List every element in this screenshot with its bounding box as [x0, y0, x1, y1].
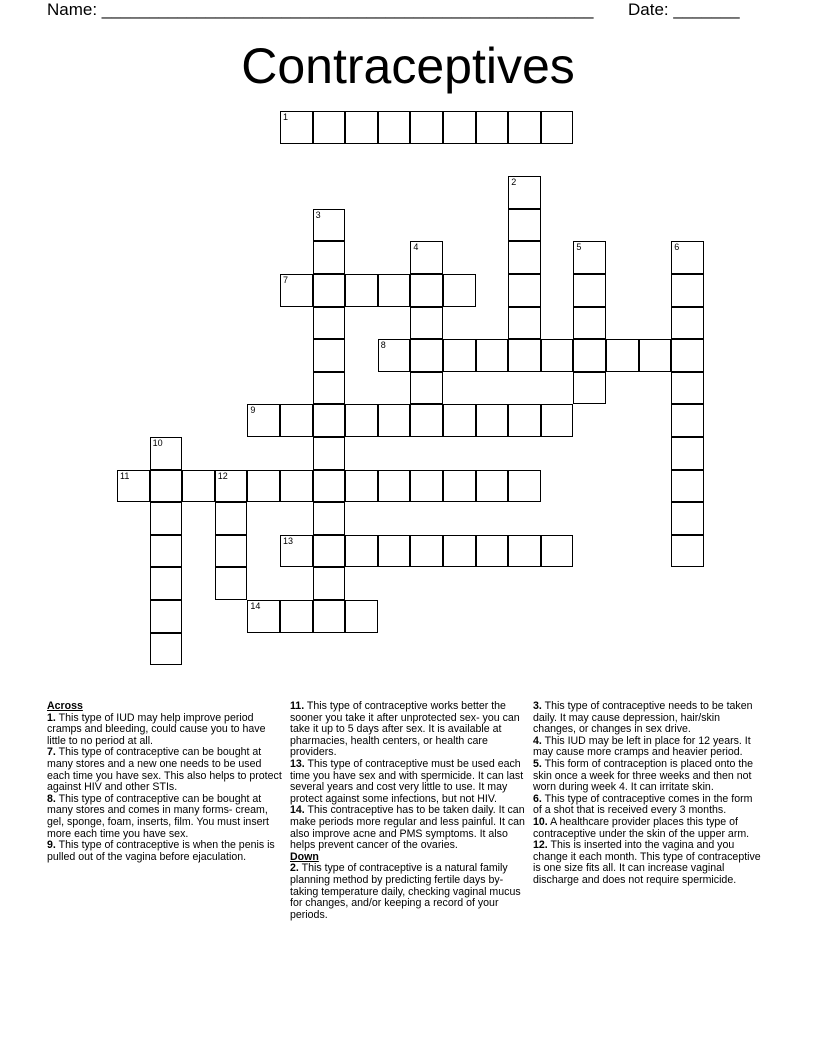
grid-cell[interactable]	[150, 567, 183, 600]
grid-cell[interactable]	[410, 470, 443, 503]
clue-number: 10	[152, 438, 163, 448]
clue-column-1	[47, 701, 285, 863]
clue-number: 8	[380, 340, 386, 351]
down-heading: Down	[290, 850, 319, 863]
across-clue-8: 8. This type of contraceptive can be bought at many stores and comes in many forms- cream, gel, sponge, foam, inserts, film. You must insert more each time you have sex.	[47, 792, 269, 840]
across-clue-9: 9. This type of contraceptive is when the penis is pulled out of the vagina before ejaculation.	[47, 839, 275, 863]
grid-cell[interactable]	[671, 535, 704, 568]
grid-cell[interactable]	[215, 470, 248, 503]
grid-cell[interactable]	[345, 600, 378, 633]
grid-cell[interactable]	[443, 404, 476, 437]
grid-cell[interactable]	[345, 274, 378, 307]
grid-cell[interactable]	[508, 209, 541, 242]
grid-cell[interactable]	[410, 274, 443, 307]
grid-cell[interactable]	[573, 339, 606, 372]
down-clue-3: 3. This type of contraceptive needs to be taken daily. It may cause depression, hair/skin changes, or changes in sex drive.	[533, 700, 753, 736]
grid-cell[interactable]	[541, 535, 574, 568]
grid-cell[interactable]	[443, 470, 476, 503]
grid-cell[interactable]	[573, 372, 606, 405]
grid-cell[interactable]	[410, 241, 443, 274]
grid-cell[interactable]	[313, 535, 346, 568]
grid-cell[interactable]	[508, 111, 541, 144]
grid-cell[interactable]	[541, 339, 574, 372]
clue-number: 11	[120, 470, 130, 481]
across-clue-13: 13. This type of contraceptive must be used each time you have sex and with spermicide. It can last several years and cost very little to use. It may protect against some infections, but not HIV.	[290, 757, 524, 805]
name-field: Name: ____________________________________________________	[47, 0, 594, 19]
grid-cell[interactable]	[476, 470, 509, 503]
grid-cell[interactable]	[378, 274, 411, 307]
grid-cell[interactable]	[671, 502, 704, 535]
grid-cell[interactable]	[313, 600, 346, 633]
grid-cell[interactable]	[313, 404, 346, 437]
page-title: Contraceptives	[241, 38, 575, 94]
clue-number: 4	[413, 242, 419, 253]
grid-cell[interactable]	[280, 274, 313, 307]
clue-number: 12	[217, 470, 228, 481]
grid-cell[interactable]	[671, 274, 704, 307]
grid-cell[interactable]	[671, 372, 704, 405]
grid-cell[interactable]	[150, 600, 183, 633]
grid-cell[interactable]	[215, 535, 248, 568]
grid-cell[interactable]	[313, 209, 346, 242]
across-clue-14: 14. This contraceptive has to be taken daily. It can make periods more regular and less painful. It can also improve acne and PMS symptoms. It also helps prevent cancer of the ovaries.	[290, 804, 525, 852]
grid-cell[interactable]	[443, 535, 476, 568]
down-clue-2: 2. This type of contraceptive is a natural family planning method by predicting fertile days by- taking temperature daily, checking vaginal mucus for changes, and/or keeping a record of your periods.	[290, 862, 521, 921]
grid-cell[interactable]	[215, 502, 248, 535]
grid-cell[interactable]	[150, 470, 183, 503]
grid-cell[interactable]	[508, 470, 541, 503]
grid-cell[interactable]	[280, 600, 313, 633]
grid-cell[interactable]	[378, 339, 411, 372]
grid-cell[interactable]	[345, 111, 378, 144]
clue-number: 5	[576, 242, 582, 253]
grid-cell[interactable]	[476, 535, 509, 568]
grid-cell[interactable]	[476, 111, 509, 144]
across-clue-11: 11. This type of contraceptive works better the sooner you take it after unprotected sex- you can take it up to 5 days after sex. It is available at pharmacies, health centers, or health care providers.	[290, 700, 520, 759]
grid-cell[interactable]	[476, 404, 509, 437]
grid-cell[interactable]	[313, 502, 346, 535]
grid-cell[interactable]	[313, 307, 346, 340]
grid-cell[interactable]	[508, 339, 541, 372]
across-heading: Across	[47, 700, 83, 712]
grid-cell[interactable]	[117, 470, 150, 503]
grid-cell[interactable]	[671, 437, 704, 470]
grid-cell[interactable]	[182, 470, 215, 503]
grid-cell[interactable]	[508, 404, 541, 437]
clue-number: 14	[250, 601, 261, 611]
down-clue-6: 6. This type of contraceptive comes in the form of a shot that is received every 3 months.	[533, 792, 753, 817]
grid-cell[interactable]	[280, 535, 313, 568]
grid-cell[interactable]	[671, 241, 704, 274]
grid-cell[interactable]	[313, 372, 346, 405]
date-field: Date: _______	[628, 0, 740, 19]
grid-cell[interactable]	[508, 307, 541, 340]
clue-number: 3	[315, 209, 321, 220]
grid-cell[interactable]	[150, 502, 183, 535]
grid-cell[interactable]	[280, 404, 313, 437]
grid-cell[interactable]	[345, 535, 378, 568]
grid-cell[interactable]	[443, 274, 476, 307]
grid-cell[interactable]	[150, 633, 183, 666]
grid-cell[interactable]	[247, 404, 280, 437]
grid-cell[interactable]	[410, 307, 443, 340]
grid-cell[interactable]	[508, 535, 541, 568]
down-clue-12: 12. This is inserted into the vagina and you change it each month. This type of contraceptive is one size fits all. It can increase vaginal discharge and does not require spermicide.	[533, 839, 761, 886]
grid-cell[interactable]	[313, 339, 346, 372]
grid-cell[interactable]	[345, 404, 378, 437]
down-clue-10: 10. A healthcare provider places this type of contraceptive under the skin of the upper arm.	[533, 815, 750, 840]
grid-cell[interactable]	[508, 176, 541, 209]
grid-cell[interactable]	[443, 111, 476, 144]
grid-cell[interactable]	[671, 470, 704, 503]
grid-cell[interactable]	[313, 241, 346, 274]
grid-cell[interactable]	[410, 404, 443, 437]
grid-cell[interactable]	[313, 274, 346, 307]
clue-number: 13	[283, 535, 294, 546]
grid-cell[interactable]	[378, 404, 411, 437]
clue-number: 9	[250, 405, 256, 416]
grid-cell[interactable]	[410, 111, 443, 144]
across-clue-7: 7. This type of contraceptive can be bought at many stores and a new one needs to be used each time you have sex. This also helps to protect against HIV and other STIs.	[47, 746, 282, 794]
clue-number: 7	[283, 275, 289, 285]
clue-column-2	[290, 701, 526, 921]
grid-cell[interactable]	[247, 600, 280, 633]
grid-cell[interactable]	[410, 535, 443, 568]
grid-cell[interactable]	[313, 437, 346, 470]
grid-cell[interactable]	[280, 470, 313, 503]
grid-cell[interactable]	[150, 535, 183, 568]
grid-cell[interactable]	[671, 404, 704, 437]
grid-cell[interactable]	[541, 404, 574, 437]
grid-cell[interactable]	[573, 307, 606, 340]
clue-column-3	[533, 701, 763, 887]
grid-cell[interactable]	[410, 372, 443, 405]
grid-cell[interactable]	[280, 111, 313, 144]
down-clue-4: 4. This IUD may be left in place for 12 years. It may cause more cramps and heavier period.	[533, 734, 751, 759]
grid-cell[interactable]	[671, 339, 704, 372]
grid-cell[interactable]	[378, 535, 411, 568]
grid-cell[interactable]	[476, 339, 509, 372]
grid-cell[interactable]	[606, 339, 639, 372]
grid-cell[interactable]	[573, 274, 606, 307]
clue-number: 6	[674, 242, 680, 253]
across-clue-1: 1. This type of IUD may help improve period cramps and bleeding, could cause you to have little to no period at all.	[47, 711, 266, 747]
clue-number: 2	[511, 177, 517, 188]
grid-cell[interactable]	[573, 241, 606, 274]
clue-number: 1	[283, 112, 289, 122]
down-clue-5: 5. This form of contraception is placed onto the skin once a week for three weeks and then not worn during week 4. It can irritate skin.	[533, 757, 754, 794]
grid-cell[interactable]	[215, 567, 248, 600]
grid-cell[interactable]	[541, 111, 574, 144]
grid-cell[interactable]	[313, 111, 346, 144]
grid-cell[interactable]	[378, 111, 411, 144]
grid-cell[interactable]	[313, 470, 346, 503]
grid-cell[interactable]	[313, 567, 346, 600]
grid-cell[interactable]	[508, 274, 541, 307]
grid-cell[interactable]	[150, 437, 183, 470]
grid-cell[interactable]	[639, 339, 672, 372]
grid-cell[interactable]	[378, 470, 411, 503]
grid-cell[interactable]	[671, 307, 704, 340]
grid-cell[interactable]	[345, 470, 378, 503]
grid-cell[interactable]	[508, 241, 541, 274]
grid-cell[interactable]	[443, 339, 476, 372]
grid-cell[interactable]	[247, 470, 280, 503]
grid-cell[interactable]	[410, 339, 443, 372]
